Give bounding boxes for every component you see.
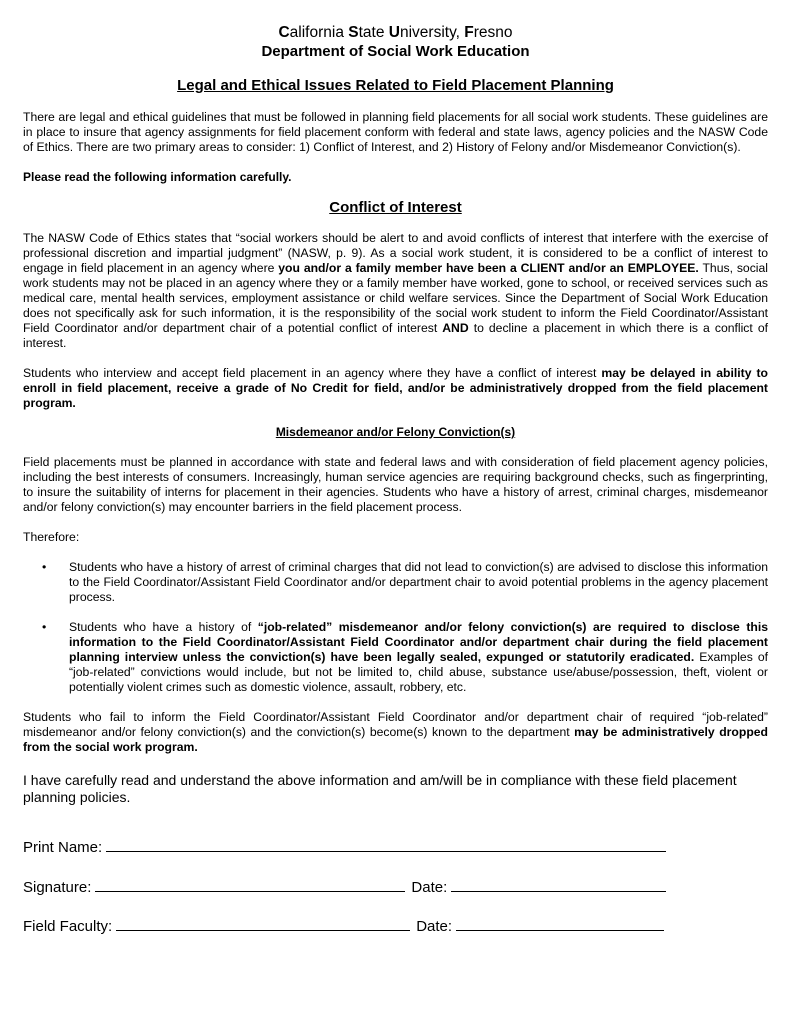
acknowledgement-statement: I have carefully read and understand the above information and am/will be in compliance with these field placement planning policies.	[23, 772, 737, 805]
conviction-heading: Misdemeanor and/or Felony Conviction(s)	[275, 425, 516, 439]
conviction-bullet-list	[23, 560, 768, 695]
print-name-row	[23, 837, 768, 857]
document-title: Legal and Ethical Issues Related to Field Placement Planning	[177, 77, 614, 94]
signature-label: Signature:	[23, 879, 92, 896]
bullet-icon: •	[42, 620, 47, 634]
field-faculty-date-field[interactable]	[456, 916, 664, 931]
conflict-paragraph-1: The NASW Code of Ethics states that “social workers should be alert to and avoid conflicts of interest that interfere with the exercise of professional discretion and impartial judgment” (NASW, p. 9). As a social work student, it is considered to be a conflict of interest to engage in field placement in an agency where you and/or a family member have been a CLIENT and/or an EMPLOYEE. Thus, social work students may not be placed in an agency where they or a family member have worked, gone to school, or received services such as medical care, mental health services, employment assistance or child welfare services. Since the Department of Social Work Education does not specifically ask for such information, it is the responsibility of the social work student to inform the Field Coordinator/Assistant Field Coordinator and/or department chair of a potential conflict of interest AND to decline a placement in which there is a conflict of interest.	[23, 231, 768, 350]
conflict-paragraph-2: Students who interview and accept field placement in an agency where they have a conflict of interest may be delayed in ability to enroll in field placement, receive a grade of No Credit for field, and/or be administratively dropped from the field placement program.	[23, 366, 768, 410]
field-faculty-date-label: Date:	[416, 918, 453, 935]
field-faculty-label: Field Faculty:	[23, 918, 113, 935]
print-name-field[interactable]	[106, 837, 666, 852]
signature-date-label: Date:	[411, 879, 448, 896]
university-name: California State University, Fresno	[278, 24, 513, 41]
print-name-label: Print Name:	[23, 839, 103, 856]
intro-paragraph: There are legal and ethical guidelines that must be followed in planning field placements for all social work students. These guidelines are in place to insure that agency assignments for field placement conform with federal and state laws, agency policies and the NASW Code of Ethics. There are two primary areas to consider: 1) Conflict of Interest, and 2) History of Felony and/or Misdemeanor Conviction(s).	[23, 110, 768, 154]
field-faculty-field[interactable]	[116, 916, 410, 931]
conviction-paragraph: Field placements must be planned in accordance with state and federal laws and with consideration of field placement agency policies, including the best interests of consumers. Increasingly, human service agencies are requiring background checks, such as fingerprinting, to insure the suitability of interns for placement in their agencies. Students who have a history of arrest, criminal charges, misdemeanor and/or felony conviction(s) may encounter barriers in the field placement process.	[23, 455, 768, 514]
signature-row	[23, 877, 768, 897]
bullet-arrest-disclosure: • Students who have a history of arrest of criminal charges that did not lead to conviction(s) are advised to disclose this information to the Field Coordinator/Assistant Field Coordinator and/or department chair to avoid potential problems in the agency placement process.	[42, 560, 768, 604]
bullet-icon: •	[42, 560, 47, 574]
field-faculty-row	[23, 916, 768, 936]
bullet-job-related-convictions: • Students who have a history of “job-related” misdemeanor and/or felony conviction(s) are required to disclose this information to the Field Coordinator/Assistant Field Coordinator and/or department chair during the field placement planning interview unless the conviction(s) have been legally sealed, expunged or statutorily eradicated. Examples of “job-related” convictions would include, but not be limited to, child abuse, substance use/abuse/possession, theft, violent or potentially violent crimes such as domestic violence, assault, robbery, etc.	[42, 620, 768, 694]
please-read-note: Please read the following information carefully.	[23, 170, 292, 184]
conflict-of-interest-heading: Conflict of Interest	[329, 199, 462, 216]
failure-to-inform-paragraph: Students who fail to inform the Field Coordinator/Assistant Field Coordinator and/or department chair of required “job-related” misdemeanor and/or felony conviction(s) and the conviction(s) become(s) known to the department may be administratively dropped from the social work program.	[23, 710, 768, 754]
document-page	[23, 24, 768, 936]
therefore-label: Therefore:	[23, 530, 80, 544]
signature-field[interactable]	[95, 877, 405, 892]
department-name: Department of Social Work Education	[261, 43, 530, 60]
signature-date-field[interactable]	[451, 877, 666, 892]
